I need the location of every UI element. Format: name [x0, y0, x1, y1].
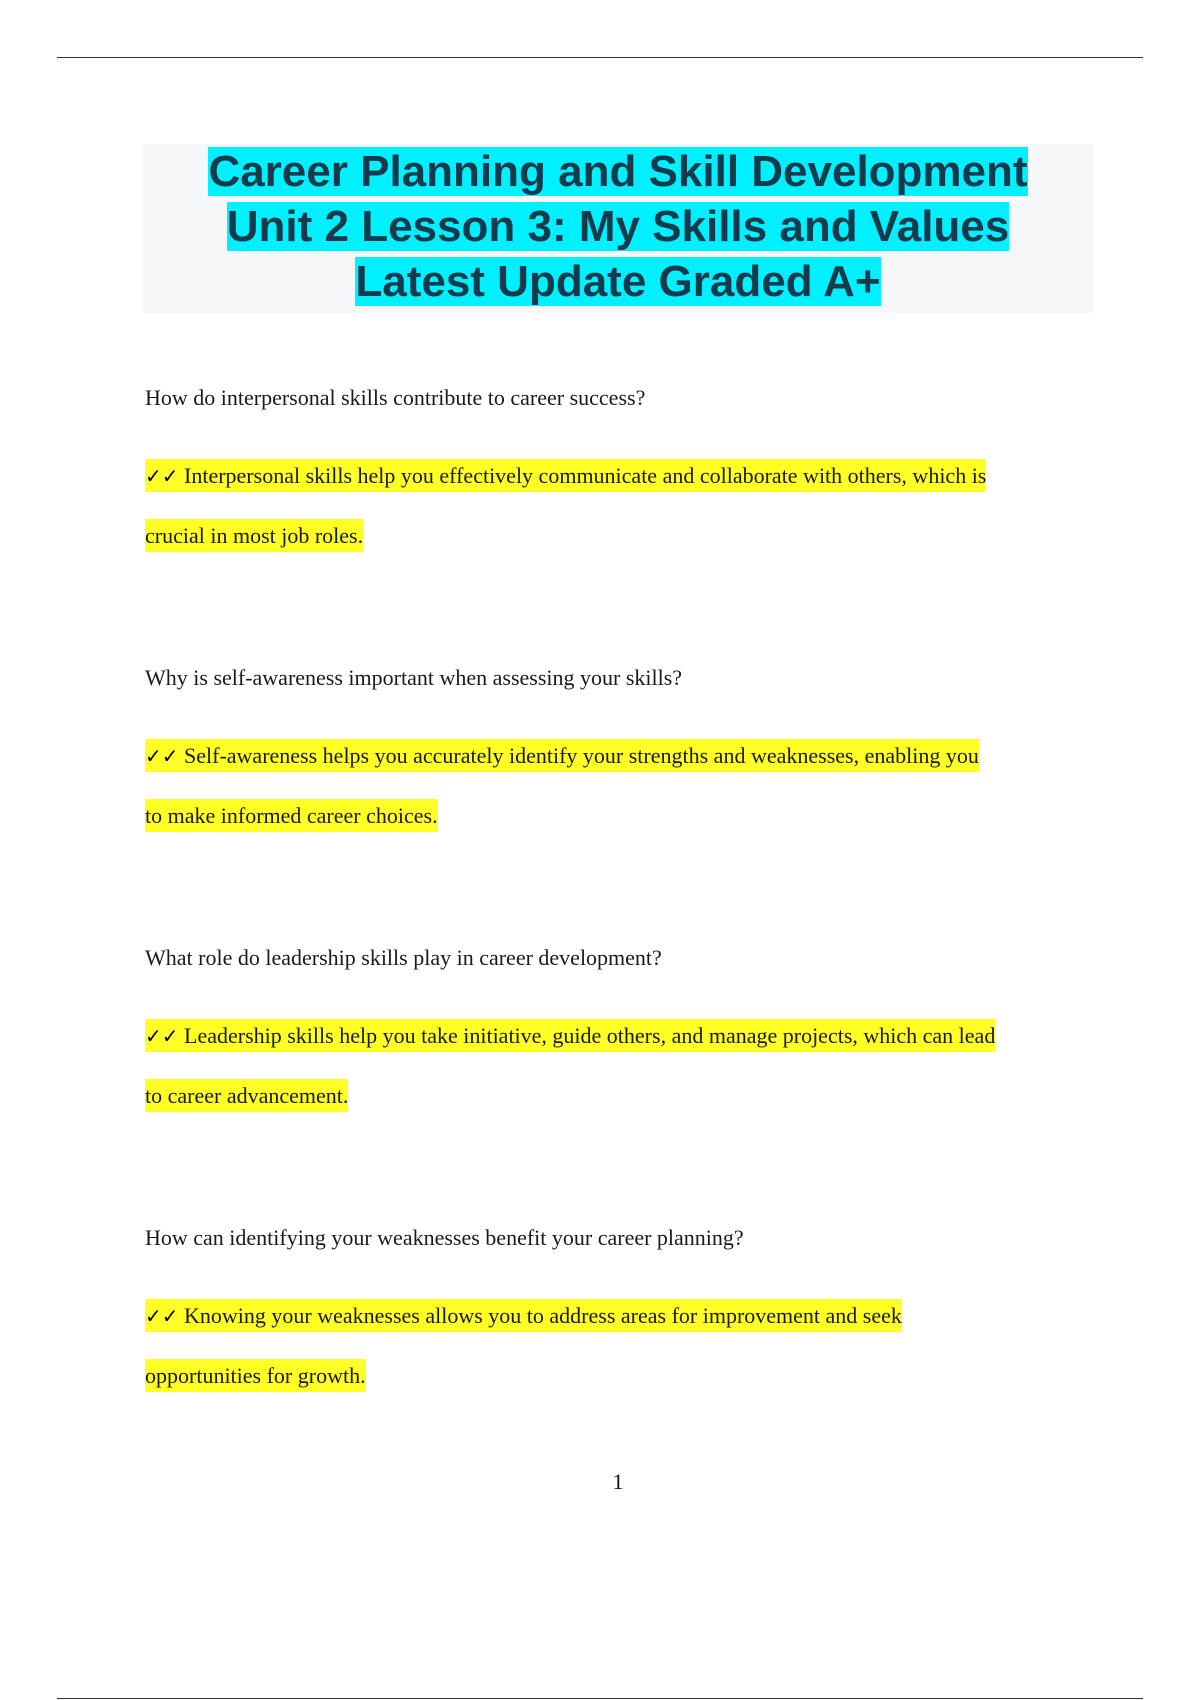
check-icon: ✓✓: [145, 1024, 179, 1048]
answer-highlight: ✓✓ Interpersonal skills help you effectively communicate and collaborate with others, which is: [145, 459, 986, 492]
title-block: [143, 144, 1093, 313]
qa-item-1: [145, 383, 1105, 566]
check-icon: ✓✓: [145, 464, 179, 488]
question-text: How do interpersonal skills contribute to career success?: [145, 385, 646, 410]
answer-highlight: to make informed career choices.: [145, 799, 438, 832]
qa-item-3: [145, 943, 1105, 1126]
answer-text: [145, 446, 1105, 566]
question-text: How can identifying your weaknesses benefit your career planning?: [145, 1225, 744, 1250]
answer-highlight: opportunities for growth.: [145, 1359, 366, 1392]
answer-highlight: crucial in most job roles.: [145, 519, 363, 552]
answer-text: [145, 1286, 1105, 1406]
answer-highlight: ✓✓ Self-awareness helps you accurately identify your strengths and weaknesses, enabling you: [145, 739, 979, 772]
check-icon: ✓✓: [145, 1304, 179, 1328]
page-number: 1: [612, 1469, 624, 1494]
title-line-2: Unit 2 Lesson 3: My Skills and Values: [226, 202, 1010, 251]
answer-highlight: ✓✓ Knowing your weaknesses allows you to address areas for improvement and seek: [145, 1299, 902, 1332]
title-line-3: Latest Update Graded A+: [355, 257, 881, 306]
bottom-rule: [57, 1698, 1143, 1699]
title-line-1: Career Planning and Skill Development: [208, 147, 1028, 196]
answer-text: [145, 726, 1105, 846]
question-text: Why is self-awareness important when assessing your skills?: [145, 665, 683, 690]
top-rule: [57, 57, 1143, 58]
qa-item-2: [145, 663, 1105, 846]
check-icon: ✓✓: [145, 744, 179, 768]
answer-highlight: ✓✓ Leadership skills help you take initiative, guide others, and manage projects, which can lead: [145, 1019, 995, 1052]
answer-highlight: to career advancement.: [145, 1079, 348, 1112]
qa-item-4: [145, 1223, 1105, 1406]
question-text: What role do leadership skills play in career development?: [145, 945, 662, 970]
answer-text: [145, 1006, 1105, 1126]
